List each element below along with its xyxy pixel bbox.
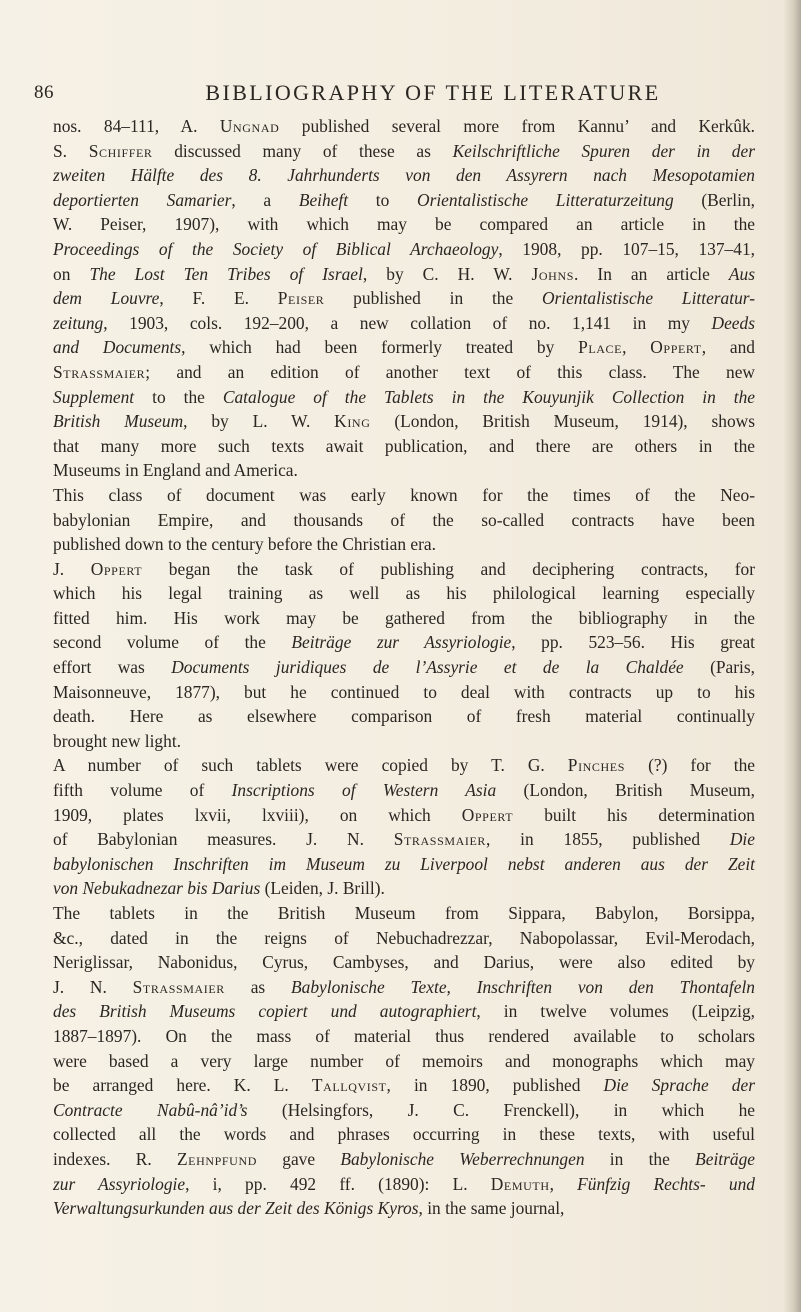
page-header <box>34 76 764 112</box>
running-title: BIBLIOGRAPHY OF THE LITERATURE <box>205 80 661 105</box>
text-line <box>53 606 755 631</box>
text-run: British Museum <box>53 411 184 432</box>
text-run: Maisonneuve, 1877), but he continued to deal with contracts up to his <box>53 681 755 702</box>
text-run: von Nebukadnezar bis Darius <box>53 878 261 899</box>
text-run: Die Sprache der <box>603 1075 755 1096</box>
text-line <box>53 655 755 680</box>
text-run: be arranged here. K. L. <box>53 1075 312 1096</box>
text-run: Babylonische Texte, Inschriften von den Thontafeln <box>291 976 756 997</box>
text-line <box>53 1172 755 1197</box>
text-run: Neriglissar, Nabonidus, Cyrus, Cambyses, and Darius, were also edited by <box>53 952 755 973</box>
text-line <box>53 975 755 1000</box>
text-run: &c., dated in the reigns of Nebuchadrezzar, Nabopolassar, Evil-Merodach, <box>53 927 755 948</box>
text-run: Johns <box>531 263 574 284</box>
text-line <box>53 532 755 557</box>
text-line <box>53 385 755 410</box>
text-line <box>53 483 755 508</box>
text-line <box>53 630 755 655</box>
text-run: ; and an edition of another text of this class. The new <box>145 361 755 382</box>
text-run: to <box>348 189 418 210</box>
text-run: (Helsingfors, J. C. Frenckell), in which he <box>247 1099 755 1120</box>
paragraph <box>53 483 755 557</box>
text-line <box>53 1049 755 1074</box>
text-run: , by C. H. W. <box>362 263 532 284</box>
text-line <box>53 434 755 459</box>
text-run: , by L. W. <box>183 411 335 432</box>
text-run: gave <box>256 1148 341 1169</box>
text-run: built his determination <box>513 804 755 825</box>
text-run: Strassmaier <box>393 829 487 850</box>
text-run: , i, pp. 492 ff. (1890): L. <box>185 1173 491 1194</box>
text-run: The Lost Ten Tribes of Israel <box>89 263 363 284</box>
text-run: on <box>53 263 90 284</box>
text-line <box>53 1024 755 1049</box>
text-run: , <box>549 1173 578 1194</box>
text-run: J. N. <box>53 976 133 997</box>
text-run: zur Assyriologie <box>53 1173 186 1194</box>
text-line <box>53 1098 755 1123</box>
text-run: , a <box>231 189 299 210</box>
text-run: . In an article <box>574 263 729 284</box>
text-line <box>53 729 755 754</box>
text-line <box>53 680 755 705</box>
text-run: Keilschriftliche Spuren der in der <box>452 140 755 161</box>
text-run: fitted him. His work may be gathered from the bibliography in the <box>53 607 755 628</box>
text-line <box>53 926 755 951</box>
text-run: The tablets in the British Museum from Sippara, Babylon, Borsippa, <box>53 903 755 923</box>
text-run: A number of such tablets were copied by T. G. <box>53 755 568 776</box>
text-run: Documents juridiques de l’Assyrie et de la Chaldée <box>171 657 684 678</box>
paragraph <box>53 557 755 754</box>
text-line <box>53 876 755 901</box>
text-run: Supplement <box>53 386 135 407</box>
text-run: (Leiden, J. Brill). <box>260 878 385 899</box>
text-run: (Berlin, <box>673 189 755 210</box>
text-line <box>53 139 755 164</box>
text-run: babylonian Empire, and thousands of the so-called contracts have been <box>53 509 755 530</box>
text-line <box>53 114 755 139</box>
text-run: S. <box>53 140 89 161</box>
text-line <box>53 335 755 360</box>
text-run: , 1903, cols. 192–200, a new collation of no. 1,141 in my <box>103 312 712 333</box>
text-run: Tallqvist <box>311 1075 387 1096</box>
text-run: This class of document was early known for the times of the Neo- <box>53 484 755 505</box>
text-run: Place <box>578 337 623 358</box>
text-run: to the <box>134 386 223 407</box>
text-run: , which had been formerly treated by <box>181 337 579 358</box>
text-run: Verwaltungsurkunden aus der Zeit des Königs Kyros <box>53 1198 419 1219</box>
text-line <box>53 262 755 287</box>
text-run: , in 1855, published <box>486 829 730 850</box>
text-line <box>53 1073 755 1098</box>
text-run: and Documents <box>53 337 182 358</box>
text-line <box>53 999 755 1024</box>
text-run: Contracte Nabû-nâ’id’s <box>53 1099 248 1120</box>
text-run: death. Here as elsewhere comparison of fresh material continually <box>53 706 755 727</box>
text-run: which his legal training as well as his philological learning especially <box>53 583 755 604</box>
text-run: Schiffer <box>88 140 153 161</box>
text-line <box>53 753 755 778</box>
text-run: J. <box>53 558 91 579</box>
text-line <box>53 458 755 483</box>
text-line <box>53 1196 755 1221</box>
text-line <box>53 852 755 877</box>
page-number: 86 <box>34 82 54 103</box>
text-line <box>53 581 755 606</box>
text-line <box>53 557 755 582</box>
text-run: (London, British Museum, 1914), shows <box>370 411 756 432</box>
text-run: , F. E. <box>159 288 278 309</box>
text-run: (London, British Museum, <box>496 780 755 801</box>
text-run: Beiheft <box>298 189 349 210</box>
text-line <box>53 286 755 311</box>
text-run: Museums in England and America. <box>53 460 298 481</box>
paragraph <box>53 114 755 483</box>
text-run: of Babylonian measures. J. N. <box>53 829 394 850</box>
text-line <box>53 704 755 729</box>
text-run: , <box>622 337 651 358</box>
body-text <box>53 114 755 1221</box>
text-line <box>53 901 755 926</box>
text-run: Orientalistische Litteratur- <box>542 288 755 309</box>
text-run: Deeds <box>711 312 755 333</box>
text-run: (?) for the <box>625 755 755 776</box>
text-run: zeitung <box>53 312 104 333</box>
text-line <box>53 409 755 434</box>
text-run: second volume of the <box>53 632 292 653</box>
text-run: published in the <box>324 288 542 309</box>
text-run: Die <box>729 829 755 850</box>
text-run: began the task of publishing and deciphering contracts, for <box>142 558 755 579</box>
text-line <box>53 1122 755 1147</box>
text-run: Fünfzig Rechts- und <box>577 1173 755 1194</box>
text-run: Beiträge zur Assyriologie <box>291 632 512 653</box>
text-run: zweiten Hälfte des 8. Jahrhunderts von den Assyrern nach Mesopotamien <box>53 165 755 186</box>
text-run: deportierten Samarier <box>53 189 232 210</box>
text-run: Oppert <box>90 558 143 579</box>
text-run: Zehnpfund <box>176 1148 257 1169</box>
text-run: fifth volume of <box>53 780 232 801</box>
text-line <box>53 827 755 852</box>
text-run: Ungnad <box>219 116 280 136</box>
text-run: as <box>224 976 291 997</box>
text-line <box>53 311 755 336</box>
text-run: Pinches <box>567 755 626 776</box>
text-run: , in the same journal, <box>418 1198 565 1219</box>
text-run: Babylonische Weberrechnungen <box>340 1148 585 1169</box>
text-run: , 1908, pp. 107–15, 137–41, <box>498 238 755 259</box>
text-run: Strassmaier <box>53 361 146 382</box>
text-run: Demuth <box>490 1173 550 1194</box>
page-edge-shadow <box>783 0 801 1312</box>
text-line <box>53 360 755 385</box>
text-line <box>53 163 755 188</box>
text-run: Oppert <box>461 804 514 825</box>
text-run: 1887–1897). On the mass of material thus rendered available to scholars <box>53 1025 755 1046</box>
text-line <box>53 1147 755 1172</box>
text-run: (Paris, <box>683 657 755 678</box>
text-run: , in 1890, published <box>386 1075 604 1096</box>
text-run: published several more from Kannu’ and Kerkûk. <box>279 116 755 136</box>
text-run: published down to the century before the Christian era. <box>53 534 436 555</box>
text-line <box>53 950 755 975</box>
text-run: King <box>334 411 371 432</box>
text-run: Peiser <box>277 288 325 309</box>
text-run: Proceedings of the Society of Biblical Archaeology <box>53 238 499 259</box>
text-line <box>53 237 755 262</box>
text-run: Oppert <box>650 337 702 358</box>
text-line <box>53 778 755 803</box>
text-line <box>53 803 755 828</box>
text-run: dem Louvre <box>53 288 160 309</box>
text-line <box>53 212 755 237</box>
text-run: discussed many of these as <box>152 140 453 161</box>
text-run: in the <box>584 1148 696 1169</box>
text-run: Aus <box>728 263 755 284</box>
text-run: , and <box>701 337 755 358</box>
text-run: Catalogue of the Tablets in the Kouyunjik Collection in the <box>222 386 755 407</box>
text-run: nos. 84–111, A. <box>53 116 220 136</box>
text-run: Strassmaier <box>132 976 225 997</box>
text-line <box>53 188 755 213</box>
text-run: Inscriptions of Western Asia <box>231 780 497 801</box>
text-run: W. Peiser, 1907), with which may be compared an article in the <box>53 214 755 235</box>
paragraph <box>53 901 755 1221</box>
text-run: Orientalistische Litteraturzeitung <box>417 189 674 210</box>
text-run: , in twelve volumes (Leipzig, <box>476 1001 755 1022</box>
text-run: were based a very large number of memoirs and monographs which may <box>53 1050 755 1071</box>
text-run: effort was <box>53 657 172 678</box>
text-run: brought new light. <box>53 730 182 751</box>
text-run: Beiträge <box>695 1148 755 1169</box>
text-run: indexes. R. <box>53 1148 177 1169</box>
text-run: babylonischen Inschriften im Museum zu Liverpool nebst anderen aus der Zeit <box>53 853 755 874</box>
text-run: des British Museums copiert und autographiert <box>53 1001 477 1022</box>
text-run: 1909, plates lxvii, lxviii), on which <box>53 804 462 825</box>
text-run: that many more such texts await publication, and there are others in the <box>53 435 755 456</box>
text-run: collected all the words and phrases occurring in these texts, with useful <box>53 1124 755 1145</box>
text-run: , pp. 523–56. His great <box>511 632 755 653</box>
paragraph <box>53 753 755 901</box>
text-line <box>53 508 755 533</box>
